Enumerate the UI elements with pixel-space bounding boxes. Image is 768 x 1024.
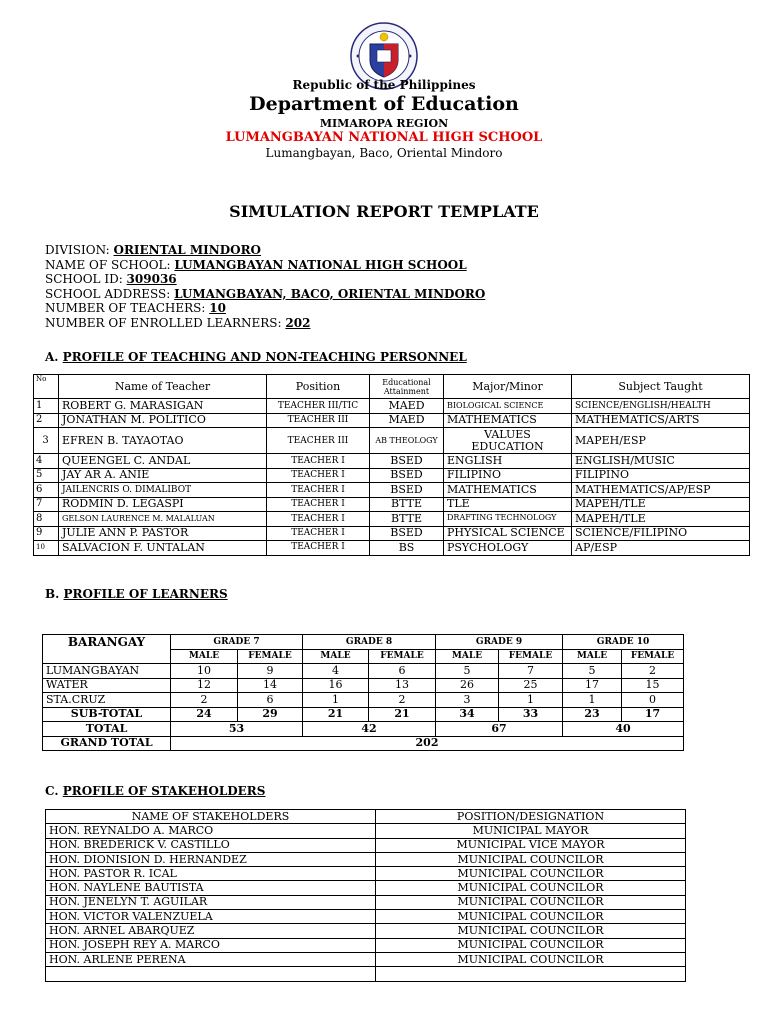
grade-header: GRADE 8	[303, 635, 436, 650]
department-title: Department of Education	[249, 93, 519, 115]
division-value: ORIENTAL MINDORO	[113, 243, 262, 257]
teachers-table	[33, 374, 750, 556]
section-c-heading: C. PROFILE OF STAKEHOLDERS	[45, 784, 266, 798]
table-row: HON. ARNEL ABARQUEZ MUNICIPAL COUNCILOR	[46, 924, 686, 938]
column-header: Position	[267, 375, 370, 399]
table-header-row	[46, 810, 686, 824]
table-row: HON. DIONISION D. HERNANDEZ MUNICIPAL COUNCILOR	[46, 852, 686, 866]
grade-header: GRADE 9	[436, 635, 563, 650]
table-row: WATER 12 14 16 13 26 25 17 15	[43, 678, 684, 693]
table-row: LUMANGBAYAN 10 9 4 6 5 7 5 2	[43, 664, 684, 679]
table-row: 4 QUEENGEL C. ANDAL TEACHER I BSED ENGLISH ENGLISH/MUSIC	[34, 454, 750, 469]
section-a-heading: A. PROFILE OF TEACHING AND NON-TEACHING PERSONNEL	[45, 350, 467, 364]
column-header: Name of Teacher	[59, 375, 267, 399]
table-row: 8 GELSON LAURENCE M. MALALUAN TEACHER I BTTE DRAFTING TECHNOLOGY MAPEH/TLE	[34, 512, 750, 527]
table-row: 7 RODMIN D. LEGASPI TEACHER I BTTE TLE MAPEH/TLE	[34, 497, 750, 512]
school-id-value: 309036	[126, 272, 177, 286]
table-row: 10 SALVACION F. UNTALAN TEACHER I BS PSYCHOLOGY AP/ESP	[34, 541, 750, 556]
table-row: 6 JAILENCRIS O. DIMALIBOT TEACHER I BSED MATHEMATICS MATHEMATICS/AP/ESP	[34, 483, 750, 498]
table-row: HON. BREDERICK V. CASTILLO MUNICIPAL VICE MAYOR	[46, 838, 686, 852]
column-header: POSITION/DESIGNATION	[376, 810, 686, 824]
table-row: 3 EFREN B. TAYAOTAO TEACHER III AB THEOLOGY VALUES EDUCATION MAPEH/ESP	[34, 428, 750, 454]
total-row: TOTAL 53 42 67 40	[43, 722, 684, 737]
table-row: 9 JULIE ANN P. PASTOR TEACHER I BSED PHYSICAL SCIENCE SCIENCE/FILIPINO	[34, 526, 750, 541]
barangay-header: BARANGAY	[43, 635, 171, 664]
grand-total-value: 202	[171, 736, 684, 751]
teachers-count-line: NUMBER OF TEACHERS: 10	[45, 301, 226, 315]
school-name-line: NAME OF SCHOOL: LUMANGBAYAN NATIONAL HIGH SCHOOL	[45, 257, 467, 272]
school-address-header: Lumangbayan, Baco, Oriental Mindoro	[265, 146, 503, 160]
grand-total-row: GRAND TOTAL 202	[43, 736, 684, 751]
school-name-header: LUMANGBAYAN NATIONAL HIGH SCHOOL	[225, 130, 543, 145]
report-title: SIMULATION REPORT TEMPLATE	[229, 202, 539, 221]
table-row: HON. VICTOR VALENZUELA MUNICIPAL COUNCILOR	[46, 910, 686, 924]
school-name-value: LUMANGBAYAN NATIONAL HIGH SCHOOL	[174, 257, 467, 272]
column-header: Major/Minor	[444, 375, 572, 399]
table-row: HON. JENELYN T. AGUILAR MUNICIPAL COUNCILOR	[46, 895, 686, 909]
section-b-heading: B. PROFILE OF LEARNERS	[45, 587, 228, 601]
school-address-value: LUMANGBAYAN, BACO, ORIENTAL MINDORO	[174, 286, 486, 301]
table-row: HON. REYNALDO A. MARCO MUNICIPAL MAYOR	[46, 824, 686, 838]
table-row	[46, 967, 686, 981]
column-header: No	[34, 375, 59, 399]
teachers-count-value: 10	[209, 301, 226, 315]
learners-table	[42, 634, 684, 751]
table-row: 1 ROBERT G. MARASIGAN TEACHER III/TIC MAED BIOLOGICAL SCIENCE SCIENCE/ENGLISH/HEALTH	[34, 399, 750, 414]
grade-header: GRADE 10	[563, 635, 684, 650]
table-header-row	[34, 375, 750, 399]
learners-count-value: 202	[285, 315, 311, 330]
column-header: Subject Taught	[572, 375, 750, 399]
column-header: NAME OF STAKEHOLDERS	[46, 810, 376, 824]
school-id-line: SCHOOL ID: 309036	[45, 272, 177, 286]
subtotal-row: SUB-TOTAL 24 29 21 21 34 33 23 17	[43, 707, 684, 722]
table-row: HON. PASTOR R. ICAL MUNICIPAL COUNCILOR	[46, 867, 686, 881]
division-line: DIVISION: ORIENTAL MINDORO	[45, 243, 262, 257]
grade-header-row	[43, 635, 684, 650]
column-header: Educational Attainment	[370, 375, 444, 399]
stakeholders-table	[45, 809, 686, 982]
table-row: 5 JAY AR A. ANIE TEACHER I BSED FILIPINO FILIPINO	[34, 468, 750, 483]
school-info-block	[45, 243, 485, 330]
table-row: HON. NAYLENE BAUTISTA MUNICIPAL COUNCILOR	[46, 881, 686, 895]
table-row: HON. JOSEPH REY A. MARCO MUNICIPAL COUNCILOR	[46, 938, 686, 952]
republic-label: Republic of the Philippines	[292, 78, 476, 92]
grade-header: GRADE 7	[171, 635, 303, 650]
table-row: STA.CRUZ 2 6 1 2 3 1 1 0	[43, 693, 684, 708]
region-label: MIMAROPA REGION	[319, 117, 449, 130]
table-row: 2 JONATHAN M. POLITICO TEACHER III MAED MATHEMATICS MATHEMATICS/ARTS	[34, 413, 750, 428]
school-address-line: SCHOOL ADDRESS: LUMANGBAYAN, BACO, ORIENTAL MINDORO	[45, 286, 486, 301]
table-row: HON. ARLENE PERENA MUNICIPAL COUNCILOR	[46, 952, 686, 966]
learners-count-line: NUMBER OF ENROLLED LEARNERS: 202	[45, 315, 311, 330]
sex-header-row: MALE FEMALE MALE FEMALE MALE FEMALE MALE FEMALE	[43, 649, 684, 664]
